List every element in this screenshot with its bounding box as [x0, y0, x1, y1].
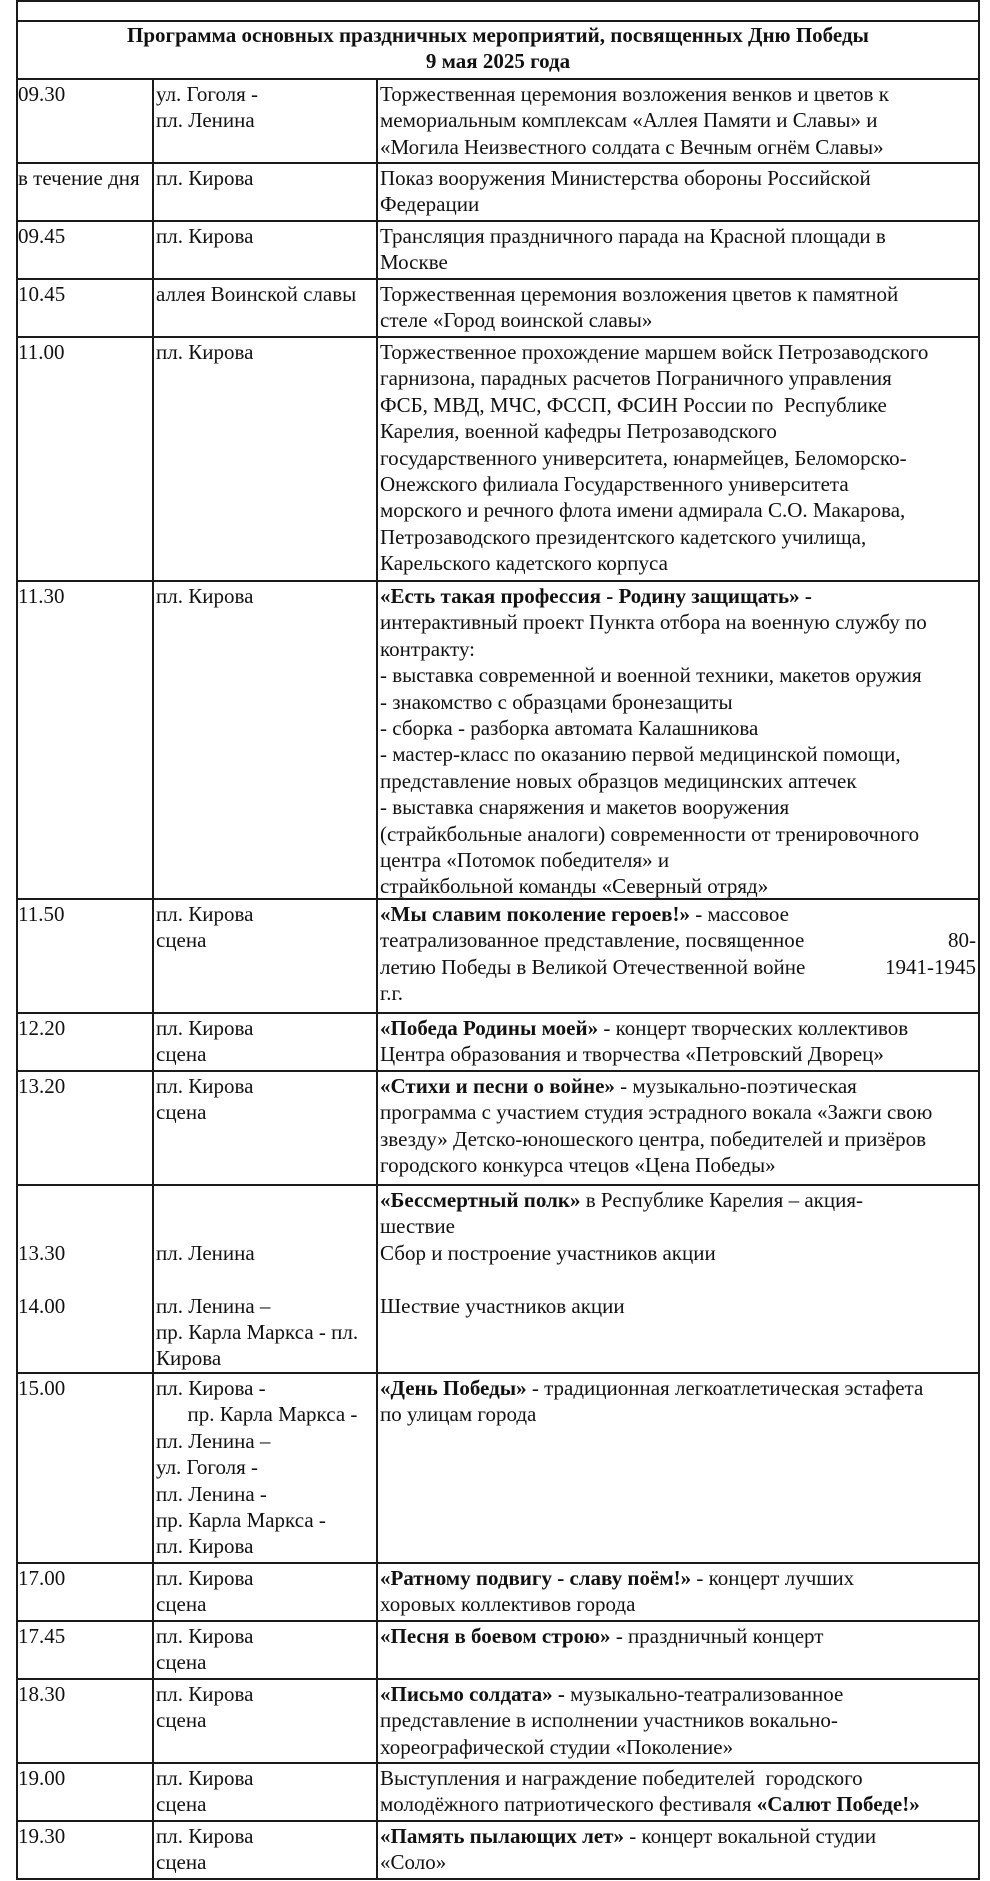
event-line: [380, 873, 976, 899]
event-text: городского конкурса чтецов «Цена Победы»: [380, 1153, 776, 1178]
place-cell: пл. Кирова: [156, 1682, 254, 1706]
event-line: [380, 689, 976, 715]
event-text: мемориальным комплексам «Аллея Памяти и Славы» и: [380, 108, 878, 133]
event-text: морского и речного флота имени адмирала С.О. Макарова,: [380, 498, 906, 523]
event-text: - концерт лучших: [691, 1566, 855, 1590]
event-line: [380, 1240, 976, 1266]
time-cell: 19.30: [18, 1824, 66, 1848]
event-line: [380, 636, 976, 662]
event-line: [380, 1126, 976, 1152]
event-text: 1941-1945: [885, 954, 976, 979]
place-cell: пл. Кирова -: [156, 1376, 266, 1400]
event-text: представление новых образцов медицинских аптечек: [380, 768, 857, 793]
event-text: страйкбольной команды «Северный отряд»: [380, 874, 769, 899]
table-rule: [16, 220, 980, 222]
event-line: [380, 1734, 976, 1760]
event-line: [380, 1213, 976, 1239]
event-text: «Соло»: [380, 1850, 447, 1875]
event-line: [380, 1187, 976, 1213]
place-cell: сцена: [156, 1850, 207, 1875]
place-cell: ул. Гоголя -: [156, 82, 259, 106]
event-line: [380, 134, 976, 160]
event-line: [380, 1791, 976, 1817]
place-cell: пл. Кирова: [156, 166, 254, 190]
table-rule: [16, 162, 980, 164]
time-cell: 15.00: [18, 1376, 66, 1400]
event-title: «Есть такая профессия - Родину защищать» -: [380, 584, 812, 608]
table-rule: [16, 1372, 980, 1374]
event-text: звезду» Детско-юношеского центра, победителей и призёров: [380, 1126, 927, 1151]
event-line: [380, 191, 976, 217]
event-line: [380, 1707, 976, 1733]
event-text: - традиционная легкоатлетическая эстафета: [526, 1376, 924, 1400]
event-line: [380, 550, 976, 576]
table-rule: [16, 0, 980, 2]
table-rule: [16, 336, 980, 338]
place-cell: пл. Ленина: [156, 108, 255, 133]
time-cell: 14.00: [18, 1293, 66, 1318]
event-text: интерактивный проект Пункта отбора на военную службу по: [380, 610, 927, 635]
column-separator: [152, 78, 154, 1880]
event-line: [380, 524, 976, 550]
event-title: «Стихи и песни о войне»: [380, 1074, 615, 1098]
place-cell: пл. Кирова: [156, 1534, 254, 1559]
event-text: контракту:: [380, 636, 476, 661]
event-line: [380, 445, 976, 471]
place-cell: пр. Карла Маркса -: [156, 1402, 358, 1427]
place-cell: пл. Ленина –: [156, 1428, 271, 1453]
place-cell: пр. Карла Маркса -: [156, 1508, 326, 1532]
event-text: летию Победы в Великой Отечественной войне: [380, 954, 806, 979]
event-text: (страйкбольные аналоги) современности от тренировочного: [380, 821, 920, 846]
place-cell: пл. Кирова: [156, 1016, 254, 1040]
event-text: в Республике Карелия – акция-: [580, 1188, 863, 1212]
event-text: шествие: [380, 1214, 455, 1239]
event-line: [380, 418, 976, 444]
time-cell: 13.30: [18, 1240, 66, 1265]
time-cell: 09.30: [18, 82, 66, 106]
time-cell: 17.45: [18, 1624, 66, 1648]
event-line: [380, 1681, 976, 1707]
table-rule: [16, 1184, 980, 1186]
event-line: [380, 768, 976, 794]
event-title: «Песня в боевом строю»: [380, 1624, 611, 1648]
event-text: государственного университета, юнармейцев, Беломорско-: [380, 445, 907, 470]
place-cell: пл. Кирова: [156, 224, 254, 248]
place-cell: сцена: [156, 1650, 207, 1675]
event-line: [380, 497, 976, 523]
place-cell: пл. Кирова: [156, 902, 254, 926]
program-title: Программа основных праздничных мероприятий, посвященных Дню Победы: [127, 23, 869, 47]
table-rule: [16, 20, 980, 22]
event-text: - мастер-класс по оказанию первой медицинской помощи,: [380, 742, 901, 767]
event-text: - выставка современной и военной техники, макетов оружия: [380, 663, 922, 688]
event-line: [380, 821, 976, 847]
event-line: [380, 583, 976, 609]
time-cell: 10.45: [18, 282, 66, 306]
event-text: Онежского филиала Государственного университета: [380, 472, 849, 496]
event-text: Торжественная церемония возложения венков и цветов к: [380, 82, 889, 106]
event-line: [380, 1565, 976, 1591]
place-cell: пл. Ленина: [156, 1240, 255, 1265]
time-cell: 17.00: [18, 1566, 66, 1590]
program-document: [16, 0, 980, 1881]
table-rule: [16, 1820, 980, 1822]
event-text: Трансляция праздничного парада на Красной площади в: [380, 224, 886, 248]
event-text: - сборка - разборка автомата Калашникова: [380, 716, 759, 740]
place-cell: пр. Карла Маркса - пл.: [156, 1320, 359, 1344]
event-line: [380, 662, 976, 688]
event-text: Центра образования и творчества «Петровский Дворец»: [380, 1042, 884, 1067]
event-line: [380, 339, 976, 365]
place-cell: пл. Кирова: [156, 1624, 254, 1648]
event-title: «Мы славим поколение героев!»: [380, 902, 690, 926]
event-text: - концерт творческих коллективов: [598, 1016, 909, 1040]
event-text: Карельского кадетского корпуса: [380, 551, 668, 576]
event-line: [380, 794, 976, 820]
event-line: [380, 741, 976, 767]
event-text: - праздничный концерт: [610, 1624, 824, 1648]
event-line: [380, 1849, 976, 1875]
place-cell: сцена: [156, 928, 207, 953]
event-line: [380, 223, 976, 249]
place-cell: сцена: [156, 1792, 207, 1817]
event-text: ФСБ, МВД, МЧС, ФССП, ФСИН России по Республике: [380, 392, 887, 417]
event-line: [380, 1073, 976, 1099]
event-text: Выступления и награждение победителей городского: [380, 1766, 863, 1790]
table-border-right: [978, 0, 980, 1880]
event-text: - выставка снаряжения и макетов вооружения: [380, 795, 790, 820]
event-text: программа с участием студия эстрадного вокала «Зажги свою: [380, 1100, 933, 1125]
place-cell: сцена: [156, 1042, 207, 1067]
event-text: центра «Потомок победителя» и: [380, 848, 670, 872]
table-rule: [16, 1620, 980, 1622]
event-text: 80-: [948, 928, 976, 953]
time-cell: 09.45: [18, 224, 66, 248]
event-text: г.г.: [380, 981, 403, 1006]
event-text: - знакомство с образцами бронезащиты: [380, 689, 733, 714]
table-rule: [16, 580, 980, 582]
event-line: [380, 1099, 976, 1125]
event-line: [380, 1765, 976, 1791]
table-rule: [16, 1762, 980, 1764]
time-cell: в течение дня: [18, 166, 140, 190]
place-cell: пл. Кирова: [156, 584, 254, 608]
table-rule: [16, 1070, 980, 1072]
event-text: Москве: [380, 250, 448, 275]
place-cell: сцена: [156, 1708, 207, 1733]
event-text: хоровых коллективов города: [380, 1592, 636, 1617]
event-line: [380, 847, 976, 873]
table-rule: [16, 278, 980, 280]
event-line: [380, 715, 976, 741]
event-line: [380, 107, 976, 133]
event-line: [380, 1375, 976, 1401]
column-separator: [376, 78, 378, 1880]
event-text: - массовое: [690, 902, 789, 926]
event-title: «Бессмертный полк»: [380, 1188, 581, 1212]
event-text: Карелия, военной кафедры Петрозаводского: [380, 419, 777, 444]
event-line: [380, 1591, 976, 1617]
place-cell: сцена: [156, 1100, 207, 1125]
event-text: Торжественное прохождение маршем войск Петрозаводского: [380, 340, 929, 364]
event-text: - музыкально-поэтическая: [614, 1074, 857, 1098]
event-title: «Письмо солдата» -: [380, 1682, 565, 1706]
event-line: [380, 471, 976, 497]
time-cell: 11.50: [18, 902, 65, 926]
place-cell: аллея Воинской славы: [156, 282, 357, 306]
event-line: [380, 927, 976, 953]
time-cell: 13.20: [18, 1074, 66, 1098]
time-cell: 12.20: [18, 1016, 66, 1040]
event-line: [380, 165, 976, 191]
time-cell: 11.30: [18, 584, 65, 608]
event-line: [380, 1041, 976, 1067]
table-rule: [16, 78, 980, 80]
event-text: представление в исполнении участников вокально-: [380, 1708, 838, 1733]
place-cell: пл. Ленина –: [156, 1293, 271, 1318]
event-line: [380, 1293, 976, 1319]
event-line: [380, 1401, 976, 1427]
event-title: «Салют Победе!»: [756, 1792, 920, 1817]
event-text: Показ вооружения Министерства обороны Российской: [380, 166, 871, 190]
place-cell: Кирова: [156, 1346, 222, 1371]
event-line: [380, 1623, 976, 1649]
event-line: [380, 392, 976, 418]
time-cell: 11.00: [18, 340, 65, 364]
event-line: [380, 307, 976, 333]
time-cell: 18.30: [18, 1682, 66, 1706]
event-line: [380, 1015, 976, 1041]
place-cell: сцена: [156, 1592, 207, 1617]
event-text: Федерации: [380, 192, 480, 217]
event-title: «Ратному подвигу - славу поём!»: [380, 1566, 692, 1590]
event-line: [380, 281, 976, 307]
event-text: хореографической студии «Поколение»: [380, 1734, 734, 1759]
event-line: [380, 609, 976, 635]
time-cell: 19.00: [18, 1766, 66, 1790]
event-text: молодёжного патриотического фестиваля: [380, 1792, 757, 1817]
place-cell: пл. Кирова: [156, 1766, 254, 1790]
place-cell: пл. Кирова: [156, 1074, 254, 1098]
event-text: театрализованное представление, посвященное: [380, 928, 805, 953]
table-rule: [16, 1562, 980, 1564]
event-text: Сбор и построение участников акции: [380, 1240, 716, 1265]
place-cell: пл. Кирова: [156, 1824, 254, 1848]
table-rule: [16, 1878, 980, 1880]
event-title: «Победа Родины моей»: [380, 1016, 599, 1040]
event-text: гарнизона, парадных расчетов Пограничного управления: [380, 366, 892, 391]
event-text: Петрозаводского президентского кадетского училища,: [380, 524, 867, 549]
event-title: «День Победы»: [380, 1376, 527, 1400]
event-line: [380, 249, 976, 275]
event-text: «Могила Неизвестного солдата с Вечным огнём Славы»: [380, 134, 884, 159]
event-title: «Память пылающих лет»: [380, 1824, 624, 1848]
event-line: [380, 1152, 976, 1178]
place-cell: пл. Кирова: [156, 340, 254, 364]
event-line: [380, 980, 976, 1006]
event-text: - концерт вокальной студии: [624, 1824, 877, 1848]
event-line: [380, 1823, 976, 1849]
table-rule: [16, 1678, 980, 1680]
event-text: стеле «Город воинской славы»: [380, 308, 653, 333]
place-cell: пл. Кирова: [156, 1566, 254, 1590]
event-text: музыкально-театрализованное: [564, 1682, 844, 1706]
event-text: Шествие участников акции: [380, 1293, 625, 1318]
event-line: [380, 954, 976, 980]
table-rule: [16, 1012, 980, 1014]
event-line: [380, 81, 976, 107]
place-cell: пл. Ленина -: [156, 1481, 267, 1506]
event-line: [380, 365, 976, 391]
program-date: 9 мая 2025 года: [425, 49, 571, 73]
event-line: [380, 901, 976, 927]
event-text: Торжественная церемония возложения цветов к памятной: [380, 282, 899, 306]
place-cell: ул. Гоголя -: [156, 1455, 259, 1480]
event-text: по улицам города: [380, 1402, 537, 1427]
